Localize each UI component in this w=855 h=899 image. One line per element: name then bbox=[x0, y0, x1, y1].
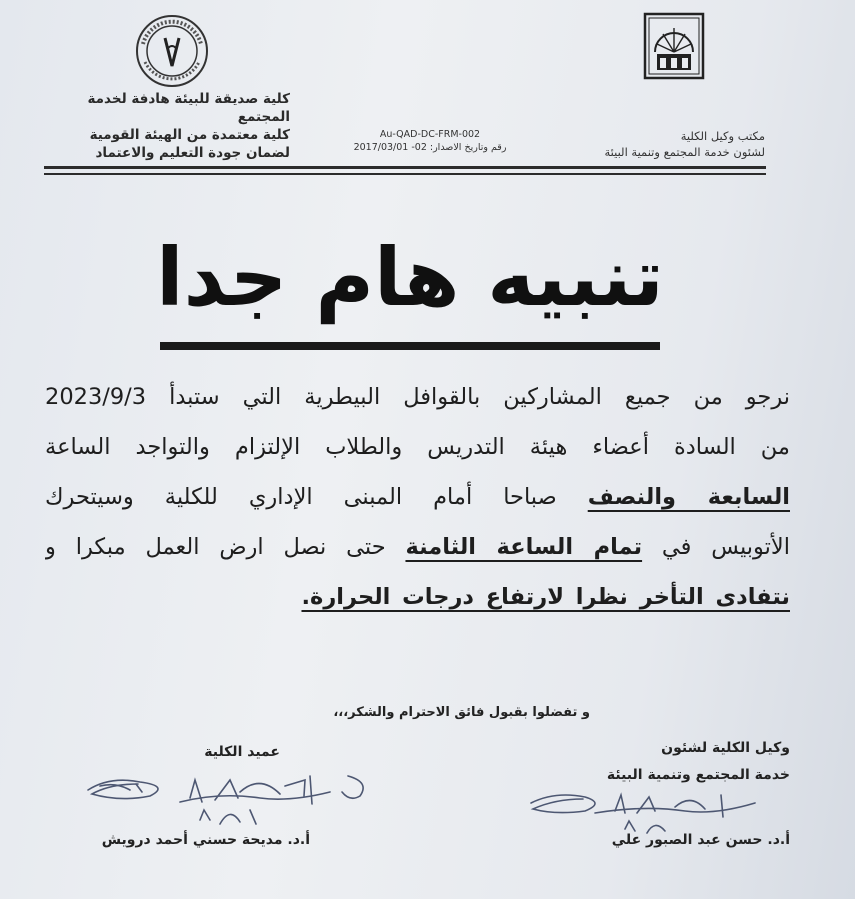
form-code: Au-QAD-DC-FRM-002 bbox=[379, 129, 481, 140]
header-left-line: كلية معتمدة من الهيئة القومية bbox=[89, 127, 290, 143]
heat-emphasis: نتفادى التأخر نظرا لارتفاع درجات الحرارة. bbox=[301, 584, 790, 610]
departure-emphasis: تمام الساعة الثامنة bbox=[405, 534, 643, 560]
body-line-3-rest: صباحا أمام المبنى الإداري للكلية وسيتحرك bbox=[45, 484, 588, 510]
body-line-4-start: الأتوبيس في bbox=[642, 534, 790, 560]
header-right-line: لشئون خدمة المجتمع وتنمية البيئة bbox=[604, 145, 765, 159]
header-rule-bottom bbox=[44, 173, 766, 175]
header-rule-top bbox=[44, 166, 766, 169]
header-right-line: مكتب وكيل الكلية bbox=[680, 129, 765, 143]
body-line-4 bbox=[45, 522, 790, 572]
vice-dean-name: أ.د. حسن عبد الصبور علي bbox=[611, 832, 790, 848]
dean-title: عميد الكلية bbox=[204, 744, 280, 760]
header-form-info bbox=[340, 128, 520, 154]
header-left-text bbox=[60, 90, 290, 162]
body-line-5 bbox=[45, 572, 790, 622]
header-right-text bbox=[560, 128, 765, 160]
header-left-line: لضمان جودة التعليم والاعتماد bbox=[95, 145, 290, 161]
faculty-logo bbox=[135, 14, 209, 88]
vice-dean-title-line-2: خدمة المجتمع وتنمية البيئة bbox=[606, 767, 790, 783]
university-logo bbox=[643, 12, 705, 80]
dean-name: أ.د. مديحة حسني أحمد درويش bbox=[101, 832, 310, 848]
dean-signature bbox=[80, 762, 400, 832]
body-line-2: من السادة أعضاء هيئة التدريس والطلاب الإلتزام والتواجد الساعة bbox=[45, 434, 790, 460]
body-line-1: نرجو من جميع المشاركين بالقوافل البيطرية التي ستبدأ 2023/9/3 bbox=[45, 384, 790, 410]
vice-dean-title-line-1: وكيل الكلية لشئون bbox=[661, 740, 790, 756]
body-line-4-rest: حتى نصل ارض العمل مبكرا و bbox=[45, 534, 406, 560]
title-underline bbox=[160, 342, 660, 350]
issue-info: رقم وتاريخ الاصدار: 02- 2017/03/01 bbox=[353, 142, 507, 153]
notice-body bbox=[45, 372, 790, 622]
time-emphasis: السابعة والنصف bbox=[587, 484, 790, 510]
closing-text: و تفضلوا بقبول فائق الاحترام والشكر،،، bbox=[333, 705, 590, 720]
page-title: تنبيه هام جدا bbox=[156, 231, 664, 324]
body-line-3 bbox=[45, 472, 790, 522]
header-left-line: كلية صديقة للبيئة هادفة لخدمة المجتمع bbox=[87, 91, 290, 125]
